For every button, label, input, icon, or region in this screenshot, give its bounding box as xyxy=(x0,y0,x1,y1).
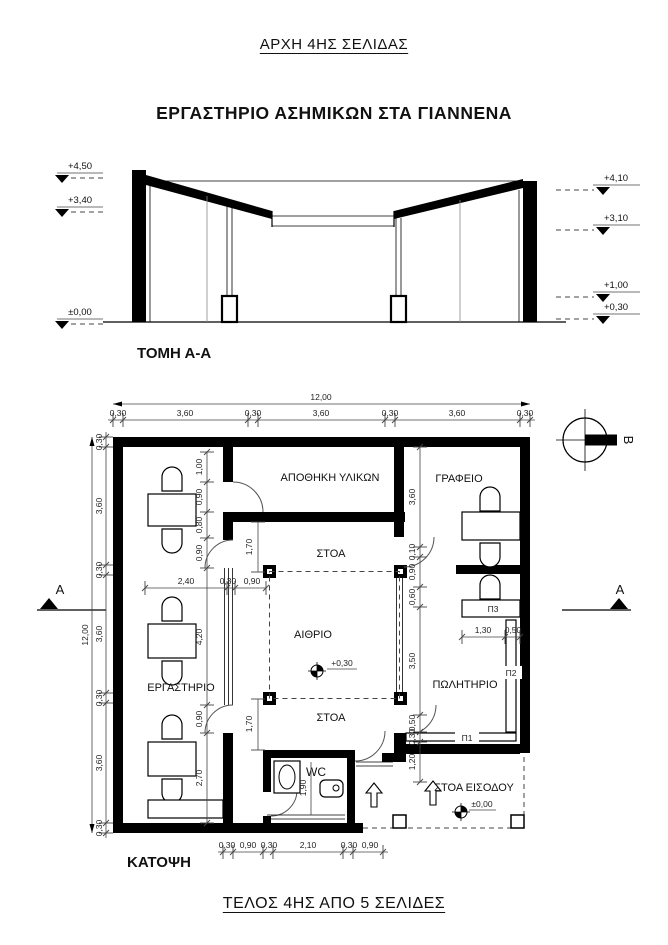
svg-text:1,90: 1,90 xyxy=(298,779,308,797)
level-value: +4,50 xyxy=(67,161,93,172)
svg-text:4,20: 4,20 xyxy=(194,628,204,646)
workshop-door-arc xyxy=(205,705,233,733)
svg-text:0,30: 0,30 xyxy=(260,840,278,850)
level-value: ±0,00 xyxy=(68,307,92,318)
marker-letter: A xyxy=(615,582,625,597)
svg-text:0,90: 0,90 xyxy=(194,488,204,506)
level-marker-left-000 xyxy=(55,307,103,329)
section-left-roof xyxy=(146,175,272,219)
svg-text:1,00: 1,00 xyxy=(194,458,204,476)
page-header: ΑΡΧΗ 4ΗΣ ΣΕΛΙΔΑΣ xyxy=(259,36,409,53)
svg-text:0,60: 0,60 xyxy=(407,588,417,606)
entrance-pier xyxy=(382,733,406,762)
wall-south xyxy=(113,823,363,833)
svg-text:0,90: 0,90 xyxy=(407,563,417,581)
counter-p3-label: Π3 xyxy=(487,604,499,614)
floor-plan xyxy=(37,392,636,871)
section-marker-a-left xyxy=(37,582,106,610)
svg-text:3,50: 3,50 xyxy=(407,652,417,670)
level-value: ±0,00 xyxy=(471,799,493,809)
room-label-stoa-top: ΣΤΟΑ xyxy=(316,548,346,560)
office-desk xyxy=(462,512,520,540)
atrium-level-marker xyxy=(308,658,357,680)
wall-west xyxy=(113,437,123,833)
section-marker-a-right xyxy=(562,582,631,610)
washbasin xyxy=(274,761,300,793)
level-value: +0,30 xyxy=(603,302,629,313)
svg-text:3,60: 3,60 xyxy=(94,754,104,772)
svg-text:3,60: 3,60 xyxy=(407,488,417,506)
svg-text:0,80: 0,80 xyxy=(194,516,204,534)
svg-text:1,70: 1,70 xyxy=(244,538,254,556)
svg-text:3,60: 3,60 xyxy=(94,497,104,515)
section-drawing xyxy=(55,161,640,362)
level-marker-left-450 xyxy=(55,161,103,183)
level-value: +4,10 xyxy=(603,173,629,184)
workshop-furniture xyxy=(148,467,223,818)
room-label-storage: ΑΠΟΘΗΚΗ ΥΛΙΚΩΝ xyxy=(280,472,380,484)
stoa-column xyxy=(393,815,406,828)
page-footer: ΤΕΛΟΣ 4ΗΣ ΑΠΟ 5 ΣΕΛΙΔΕΣ xyxy=(222,895,446,912)
plan-label: ΚΑΤΟΨΗ xyxy=(127,854,191,871)
svg-text:1,20: 1,20 xyxy=(407,753,417,771)
svg-text:1,70: 1,70 xyxy=(244,715,254,733)
room-label-wc: WC xyxy=(306,765,326,779)
svg-text:0,30: 0,30 xyxy=(94,433,104,451)
svg-text:0,30: 0,30 xyxy=(516,408,534,418)
level-marker-right-030 xyxy=(556,302,640,324)
storage-door-arc xyxy=(233,482,263,512)
level-value: +3,10 xyxy=(603,213,629,224)
drawing-title: ΕΡΓΑΣΤΗΡΙΟ ΑΣΗΜΙΚΩΝ ΣΤΑ ΓΙΑΝΝΕΝΑ xyxy=(156,103,512,123)
entry-arrow xyxy=(366,783,382,807)
svg-text:0,50: 0,50 xyxy=(504,625,522,635)
svg-text:12,00: 12,00 xyxy=(80,624,90,646)
sales-south-wall xyxy=(404,744,520,754)
svg-text:0,30: 0,30 xyxy=(381,408,399,418)
wall-north xyxy=(113,437,530,447)
level-marker-right-410 xyxy=(556,173,640,195)
svg-text:0,90: 0,90 xyxy=(194,544,204,562)
counter-p1-label: Π1 xyxy=(461,733,473,743)
office-furniture xyxy=(462,487,520,599)
room-label-sales: ΠΩΛΗΤΗΡΙΟ xyxy=(432,679,498,691)
svg-text:3,60: 3,60 xyxy=(448,408,466,418)
room-label-atrium: ΑΙΘΡΙΟ xyxy=(294,629,332,641)
wall-east xyxy=(520,437,530,753)
svg-text:2,40: 2,40 xyxy=(177,576,195,586)
svg-text:0,30: 0,30 xyxy=(340,840,358,850)
svg-text:0,90: 0,90 xyxy=(194,710,204,728)
door-post-right xyxy=(391,296,406,322)
atrium-columns xyxy=(263,565,407,705)
svg-text:0,90: 0,90 xyxy=(243,576,261,586)
svg-text:12,00: 12,00 xyxy=(310,392,332,402)
room-label-office: ΓΡΑΦΕΙΟ xyxy=(435,473,483,485)
wc-door-arc xyxy=(271,790,297,816)
toilet xyxy=(320,780,343,797)
atrium-outline xyxy=(270,572,400,699)
svg-text:0,30: 0,30 xyxy=(94,819,104,837)
svg-text:0,30: 0,30 xyxy=(219,576,237,586)
level-marker-right-100 xyxy=(556,280,640,302)
room-label-workshop: ΕΡΓΑΣΤΗΡΙΟ xyxy=(147,682,215,694)
svg-text:0,30: 0,30 xyxy=(109,408,127,418)
storage-south-wall xyxy=(223,512,405,522)
level-marker-left-340 xyxy=(55,195,103,217)
svg-text:0,90: 0,90 xyxy=(239,840,257,850)
section-left-wall xyxy=(132,170,146,322)
level-value: +1,00 xyxy=(603,280,629,291)
svg-text:0,10: 0,10 xyxy=(407,543,417,561)
svg-text:0,30: 0,30 xyxy=(407,728,417,746)
marker-letter: B xyxy=(621,435,636,445)
workshop-bench xyxy=(148,800,223,818)
svg-text:0,90: 0,90 xyxy=(361,840,379,850)
svg-text:3,60: 3,60 xyxy=(176,408,194,418)
section-right-roof xyxy=(394,179,523,219)
counter-p2-label: Π2 xyxy=(505,668,517,678)
svg-text:2,10: 2,10 xyxy=(299,840,317,850)
svg-text:0,30: 0,30 xyxy=(218,840,236,850)
svg-text:0,30: 0,30 xyxy=(244,408,262,418)
level-value: +3,40 xyxy=(67,195,93,206)
door-post-left xyxy=(222,296,237,322)
passage-door-arc xyxy=(355,731,385,761)
room-label-stoa-bottom: ΣΤΟΑ xyxy=(316,712,346,724)
stoa-column xyxy=(511,815,524,828)
svg-text:3,60: 3,60 xyxy=(94,625,104,643)
office-west-wall xyxy=(394,447,404,537)
orientation-marker-b xyxy=(556,409,636,471)
level-value: +0,30 xyxy=(331,658,353,668)
room-label-entrance: ΣΤΟΑ ΕΙΣΟΔΟΥ xyxy=(434,782,514,794)
svg-text:0,30: 0,30 xyxy=(94,689,104,707)
svg-text:0,30: 0,30 xyxy=(94,561,104,579)
section-right-wall xyxy=(523,181,537,322)
level-marker-right-310 xyxy=(556,213,640,235)
entrance-level-marker xyxy=(452,799,496,821)
marker-letter: A xyxy=(55,582,65,597)
svg-text:2,70: 2,70 xyxy=(194,769,204,787)
svg-text:3,60: 3,60 xyxy=(312,408,330,418)
stoa-door-arc xyxy=(205,540,233,568)
svg-text:1,30: 1,30 xyxy=(474,625,492,635)
svg-text:0,50: 0,50 xyxy=(407,714,417,732)
section-label: ΤΟΜΗ Α-Α xyxy=(137,345,212,362)
